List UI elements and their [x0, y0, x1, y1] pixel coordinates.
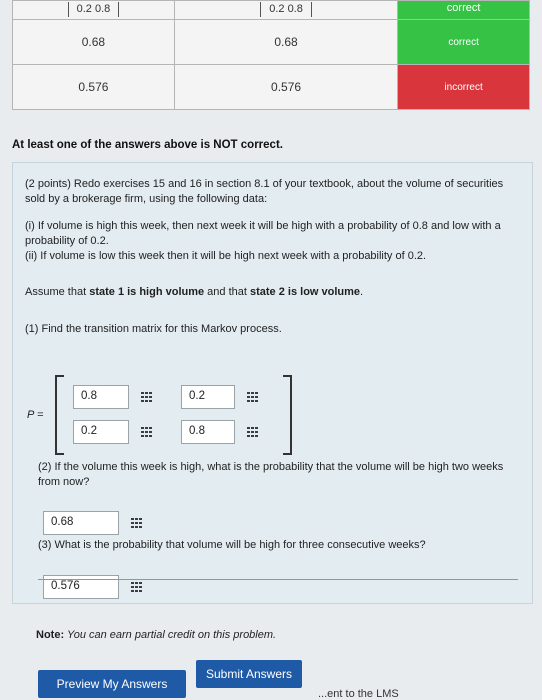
- matrix-entry-2-2[interactable]: 0.8: [181, 420, 235, 444]
- preview-cell: 0.2 0.8: [174, 1, 397, 20]
- condition-2: (ii) If volume is low this week then it will be high next week with a probability of 0.2.: [25, 250, 427, 262]
- question-2: (2) If the volume this week is high, what is the probability that the volume will be high two weeks from now?: [38, 461, 504, 488]
- equation-editor-icon[interactable]: [141, 427, 152, 437]
- results-row: [13, 1, 530, 20]
- matrix-right-bracket: [283, 375, 292, 455]
- assumption-text: Assume that state 1 is high volume and that state 2 is low volume.: [25, 286, 364, 298]
- result-correct-badge: correct: [398, 1, 530, 20]
- preview-cell: 0.576: [174, 65, 397, 110]
- answer-3-field[interactable]: 0.576: [43, 575, 119, 599]
- equation-editor-icon[interactable]: [247, 427, 258, 437]
- incorrect-warning: At least one of the answers above is NOT correct.: [12, 139, 283, 151]
- submit-answers-button[interactable]: Submit Answers: [196, 660, 302, 688]
- result-incorrect-badge: incorrect: [398, 65, 530, 110]
- equation-editor-icon[interactable]: [247, 392, 258, 402]
- result-correct-badge: correct: [398, 20, 530, 65]
- matrix-entry-2-1[interactable]: 0.2: [73, 420, 129, 444]
- condition-1: (i) If volume is high this week, then next week it will be high with a probability of 0.8 and low with a probability of 0.2.: [25, 220, 501, 247]
- problem-card: [12, 162, 533, 604]
- note-text: Note: You can earn partial credit on this problem.: [36, 629, 277, 641]
- lms-status-text: ...ent to the LMS: [318, 688, 399, 700]
- entered-cell: 0.68: [13, 20, 175, 65]
- matrix-entry-1-2[interactable]: 0.2: [181, 385, 235, 409]
- state-2-label: state 2 is low volume: [250, 286, 361, 298]
- results-row: [13, 20, 530, 65]
- question-3: (3) What is the probability that volume will be high for three consecutive weeks?: [38, 539, 426, 551]
- entered-cell: 0.576: [13, 65, 175, 110]
- divider: [38, 579, 518, 580]
- results-table: [12, 0, 530, 110]
- question-1: (1) Find the transition matrix for this Markov process.: [25, 323, 282, 335]
- preview-cell: 0.68: [174, 20, 397, 65]
- preview-answers-button[interactable]: Preview My Answers: [38, 670, 186, 698]
- problem-intro: (2 points) Redo exercises 15 and 16 in section 8.1 of your textbook, about the volume of securities sold by a brokerage firm, using the following data:: [25, 178, 504, 205]
- answer-2-field[interactable]: 0.68: [43, 511, 119, 535]
- matrix-label: P =: [27, 409, 44, 421]
- equation-editor-icon[interactable]: [141, 392, 152, 402]
- equation-editor-icon[interactable]: [131, 582, 142, 592]
- equation-editor-icon[interactable]: [131, 518, 142, 528]
- matrix-left-bracket: [55, 375, 64, 455]
- matrix-entry-1-1[interactable]: 0.8: [73, 385, 129, 409]
- results-row: [13, 65, 530, 110]
- state-1-label: state 1 is high volume: [89, 286, 205, 298]
- entered-cell: 0.2 0.8: [13, 1, 175, 20]
